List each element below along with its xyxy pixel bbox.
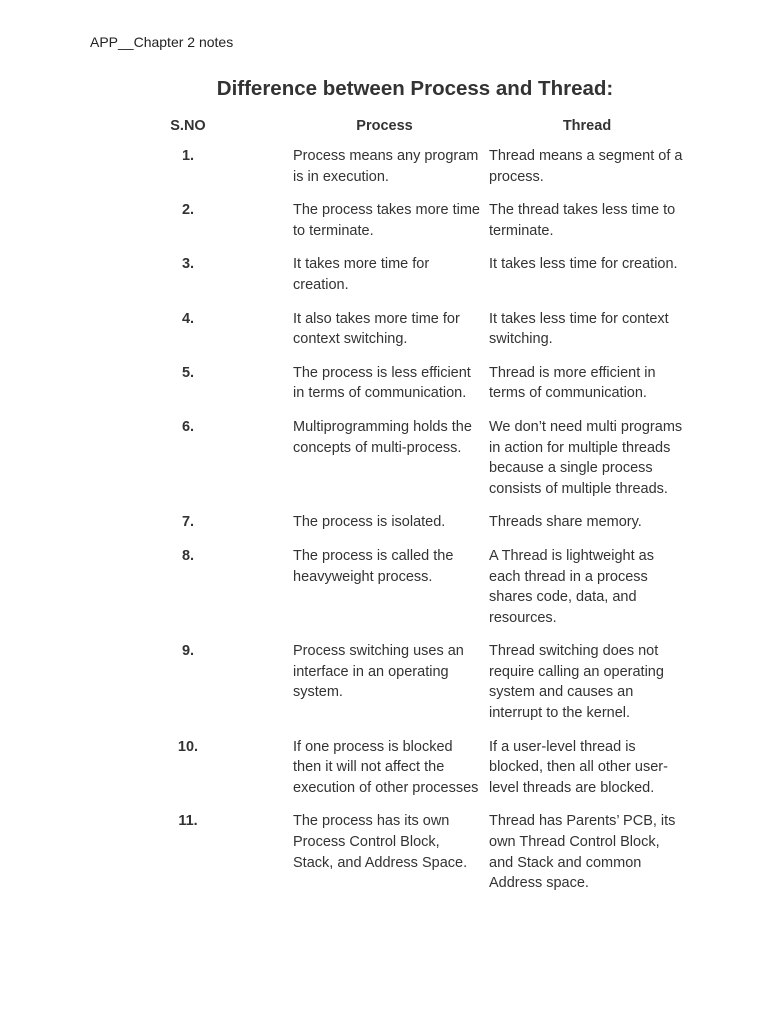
table-header-row (120, 112, 685, 146)
row-number: 5. (181, 364, 195, 381)
row-number: 11. (178, 813, 198, 830)
process-cell: The process has its own Process Control Block, Stack, and Address Space. (293, 813, 468, 871)
comparison-table (120, 112, 685, 907)
thread-cell: We don’t need multi programs in action for multiple threads because a single process consists of multiple threads. (489, 418, 683, 497)
row-number: 9. (181, 643, 195, 660)
row-number: 1. (181, 148, 195, 164)
thread-cell: If a user-level thread is blocked, then all other user-level threads are blocked. (489, 738, 668, 796)
table-row (120, 641, 685, 736)
thread-cell: It takes less time for context switching. (489, 310, 669, 348)
column-header-process: Process (356, 118, 413, 134)
process-cell: The process is less efficient in terms of communication. (293, 364, 471, 402)
process-cell: If one process is blocked then it will not affect the execution of other processes (293, 738, 479, 796)
thread-cell: A Thread is lightweight as each thread in a process shares code, data, and resources. (489, 547, 654, 626)
table-row (120, 546, 685, 641)
row-number: 6. (181, 418, 195, 435)
table-row (120, 363, 685, 417)
table-row (120, 309, 685, 363)
thread-cell: Thread switching does not require calling an operating system and causes an interrupt to the kernel. (489, 643, 664, 722)
table-row (120, 417, 685, 512)
thread-cell: It takes less time for creation. (489, 256, 678, 273)
thread-cell: Threads share memory. (489, 514, 642, 531)
process-cell: The process is called the heavyweight process. (293, 547, 454, 585)
process-cell: The process is isolated. (293, 514, 446, 531)
row-number: 10. (177, 738, 199, 755)
row-number: 7. (181, 514, 195, 531)
table-row (120, 737, 685, 812)
process-cell: The process takes more time to terminate. (293, 202, 480, 239)
table-row (120, 200, 685, 254)
column-header-sno: S.NO (170, 118, 206, 134)
thread-cell: The thread takes less time to terminate. (489, 202, 676, 239)
thread-cell: Thread is more efficient in terms of communication. (489, 364, 656, 402)
column-header-thread: Thread (562, 118, 612, 134)
table-row (120, 146, 685, 200)
process-cell: It also takes more time for context switching. (293, 310, 460, 348)
row-number: 4. (181, 310, 195, 327)
process-cell: Process switching uses an interface in an operating system. (293, 643, 464, 701)
table-row (120, 512, 685, 546)
table-row (120, 254, 685, 308)
page-title: Difference between Process and Thread: (216, 77, 614, 100)
thread-cell: Thread means a segment of a process. (489, 148, 683, 185)
process-cell: Multiprogramming holds the concepts of multi-process. (293, 418, 472, 456)
header-note: APP__Chapter 2 notes (90, 34, 234, 50)
table-row (120, 811, 685, 906)
row-number: 2. (181, 202, 195, 219)
process-cell: It takes more time for creation. (293, 256, 430, 293)
row-number: 3. (181, 256, 195, 273)
row-number: 8. (181, 547, 195, 564)
process-cell: Process means any program is in execution. (293, 148, 479, 185)
thread-cell: Thread has Parents’ PCB, its own Thread Control Block, and Stack and common Address space. (489, 813, 676, 892)
